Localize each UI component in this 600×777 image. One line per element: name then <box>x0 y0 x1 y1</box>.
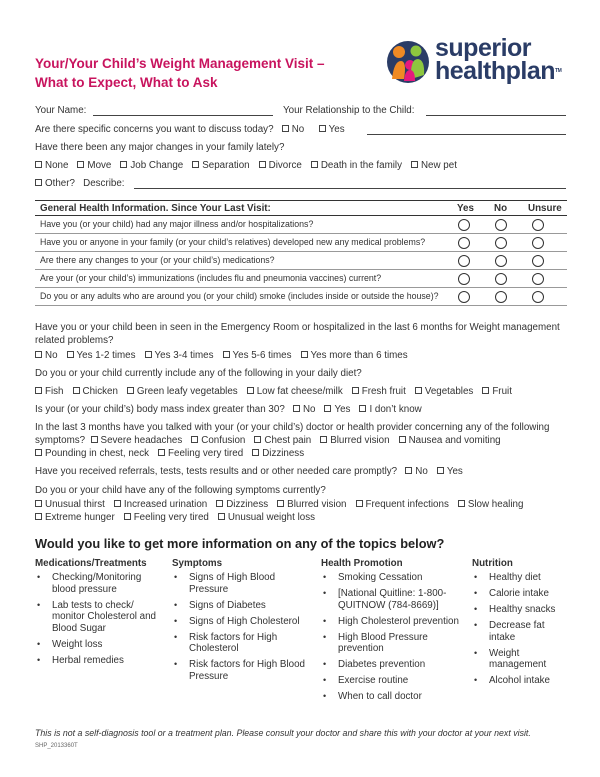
changes-options <box>35 160 466 172</box>
symptom-feeling-very-tired-checkbox[interactable] <box>124 513 131 520</box>
radio-no[interactable] <box>495 237 507 249</box>
topic-list-item: • [National Quitline: 1-800-QUITNOW (784-8669)] <box>321 588 466 611</box>
symptom-slow-healing-label: Slow healing <box>467 499 524 510</box>
radio-unsure[interactable] <box>532 237 544 249</box>
logo-text-healthplan: healthplan <box>435 57 556 85</box>
name-field[interactable] <box>93 115 273 116</box>
symptom-frequent-infections-label: Frequent infections <box>365 499 449 510</box>
topic-column-title: Nutrition <box>472 558 513 569</box>
topic-list-item: • Weight loss <box>35 639 167 651</box>
er-yes-3-4-times-checkbox[interactable] <box>145 351 152 358</box>
title-line-1: Your/Your Child’s Weight Management Visit – <box>35 56 325 71</box>
talk-question-prefix: symptoms? <box>35 435 86 446</box>
describe-label: Describe: <box>83 178 125 189</box>
general-health-question: Do you or any adults who are around you (or your child) smoke (includes inside or outside the house)? <box>40 291 439 301</box>
diet-fresh-fruit-label: Fresh fruit <box>361 386 406 397</box>
col-yes: Yes <box>457 203 474 214</box>
topic-column-symptoms <box>172 558 312 687</box>
talk-severe-headaches-label: Severe headaches <box>100 435 183 446</box>
talk-chest-pain-label: Chest pain <box>264 435 312 446</box>
topic-list-item: • Risk factors for High Blood Pressure <box>172 659 312 682</box>
name-label: Your Name: <box>35 105 87 116</box>
er-yes-more-than-6-times-label: Yes more than 6 times <box>310 350 408 361</box>
bmi-i-don-t-know-checkbox[interactable] <box>359 405 366 412</box>
topic-list <box>172 572 312 682</box>
change-separation-checkbox[interactable] <box>192 161 199 168</box>
general-health-row <box>35 288 567 306</box>
form-code: SHP_2013360T <box>35 743 78 749</box>
topic-column-title: Medications/Treatments <box>35 558 147 569</box>
symptom-extreme-hunger-label: Extreme hunger <box>45 512 115 523</box>
family-logo-icon <box>385 39 431 85</box>
symptom-increased-urination-checkbox[interactable] <box>114 500 121 507</box>
diet-fruit-checkbox[interactable] <box>482 387 489 394</box>
relationship-row <box>283 105 414 117</box>
topics-header: Would you like to get more information on any of the topics below? <box>35 536 445 551</box>
referral-question: Have you received referrals, tests, tests results and or other needed care promptly? <box>35 466 398 477</box>
er-options <box>35 350 417 362</box>
topic-list-item: • Risk factors for High Cholesterol <box>172 632 312 655</box>
change-job-change-checkbox[interactable] <box>120 161 127 168</box>
diet-fresh-fruit-checkbox[interactable] <box>352 387 359 394</box>
radio-unsure[interactable] <box>532 273 544 285</box>
describe-field[interactable] <box>134 188 566 189</box>
change-death-in-the-family-label: Death in the family <box>320 160 402 171</box>
bmi-question: Is your (or your child’s) body mass index greater than 30? <box>35 404 285 415</box>
topic-list-item: • Exercise routine <box>321 675 466 687</box>
radio-yes[interactable] <box>458 237 470 249</box>
radio-yes[interactable] <box>458 273 470 285</box>
referral-row <box>35 466 472 478</box>
logo-wordmark <box>435 34 562 85</box>
referral-no-label: No <box>415 466 428 477</box>
symptoms-question: Do you or your child have any of the following symptoms currently? <box>35 485 326 496</box>
radio-no[interactable] <box>495 273 507 285</box>
topic-list-item: • Signs of Diabetes <box>172 600 312 612</box>
relationship-field[interactable] <box>426 115 566 116</box>
change-new-pet-checkbox[interactable] <box>411 161 418 168</box>
diet-low-fat-cheese-milk-checkbox[interactable] <box>247 387 254 394</box>
concerns-yes-label: Yes <box>328 124 345 135</box>
change-none-label: None <box>45 160 69 171</box>
topic-column-medications-treatments <box>35 558 167 671</box>
diet-vegetables-checkbox[interactable] <box>415 387 422 394</box>
diet-chicken-checkbox[interactable] <box>73 387 80 394</box>
symptom-unusual-thirst-label: Unusual thirst <box>45 499 105 510</box>
symptom-increased-urination-label: Increased urination <box>123 499 208 510</box>
general-health-table <box>35 200 567 306</box>
radio-no[interactable] <box>495 255 507 267</box>
talk-confusion-label: Confusion <box>201 435 246 446</box>
topic-list-item: • Healthy snacks <box>472 604 562 616</box>
diet-question: Do you or your child currently include any of the following in your daily diet? <box>35 368 362 379</box>
topic-list-item: • When to call doctor <box>321 691 466 703</box>
bmi-options <box>293 404 431 415</box>
er-yes-3-4-times-label: Yes 3-4 times <box>154 350 214 361</box>
topic-column-health-promotion <box>321 558 466 707</box>
general-health-row <box>35 270 567 288</box>
talk-options-1 <box>91 435 510 446</box>
symptom-blurred-vision-checkbox[interactable] <box>277 500 284 507</box>
diet-options <box>35 386 521 398</box>
talk-row-1 <box>35 435 510 447</box>
topic-list-item: • Signs of High Cholesterol <box>172 616 312 628</box>
other-checkbox[interactable] <box>35 179 42 186</box>
topic-list-item: • Diabetes prevention <box>321 659 466 671</box>
diet-fruit-label: Fruit <box>492 386 512 397</box>
er-yes-more-than-6-times-checkbox[interactable] <box>301 351 308 358</box>
talk-blurred-vision-label: Blurred vision <box>330 435 390 446</box>
bmi-yes-label: Yes <box>334 404 351 415</box>
symptom-unusual-thirst-checkbox[interactable] <box>35 500 42 507</box>
referral-no-checkbox[interactable] <box>405 467 412 474</box>
other-label: Other? <box>45 178 75 189</box>
referral-yes-label: Yes <box>446 466 463 477</box>
er-yes-5-6-times-checkbox[interactable] <box>223 351 230 358</box>
referral-options <box>405 466 472 477</box>
concerns-no-label: No <box>291 124 305 135</box>
radio-yes[interactable] <box>458 255 470 267</box>
concerns-yes-checkbox[interactable] <box>319 125 326 132</box>
disclaimer: This is not a self-diagnosis tool or a treatment plan. Please consult your doctor and share this with your doctor at your next visit. <box>35 728 531 738</box>
general-health-row <box>35 216 567 234</box>
topic-column-title: Health Promotion <box>321 558 403 569</box>
talk-pounding-in-chest-neck-label: Pounding in chest, neck <box>45 448 150 459</box>
talk-feeling-very-tired-checkbox[interactable] <box>158 449 165 456</box>
logo-text-superior: superior <box>435 34 532 62</box>
logo-trademark: TM <box>555 68 562 74</box>
change-death-in-the-family-checkbox[interactable] <box>311 161 318 168</box>
superior-healthplan-logo <box>385 34 575 87</box>
topic-list-item: • Herbal remedies <box>35 655 167 667</box>
topic-list-item: • Signs of High Blood Pressure <box>172 572 312 595</box>
title-line-2: What to Expect, What to Ask <box>35 75 218 90</box>
diet-fish-checkbox[interactable] <box>35 387 42 394</box>
symptoms-options-2 <box>35 512 324 524</box>
topic-column-title: Symptoms <box>172 558 223 569</box>
referral-yes-checkbox[interactable] <box>437 467 444 474</box>
symptoms-options-1 <box>35 499 532 511</box>
bmi-row <box>35 404 431 416</box>
topic-list-item: • Weight management <box>472 648 562 671</box>
change-divorce-checkbox[interactable] <box>259 161 266 168</box>
topic-list-item: • Alcohol intake <box>472 675 562 687</box>
talk-blurred-vision-checkbox[interactable] <box>320 436 327 443</box>
concerns-question: Are there specific concerns you want to discuss today? <box>35 124 274 135</box>
topic-list-item: • Decrease fat intake <box>472 620 562 643</box>
change-separation-label: Separation <box>202 160 250 171</box>
talk-nausea-and-vomiting-checkbox[interactable] <box>399 436 406 443</box>
symptom-blurred-vision-label: Blurred vision <box>287 499 347 510</box>
topic-list-item: • High Blood Pressure prevention <box>321 632 466 655</box>
radio-no[interactable] <box>495 219 507 231</box>
changes-question: Have there been any major changes in your family lately? <box>35 142 285 153</box>
change-move-checkbox[interactable] <box>77 161 84 168</box>
bmi-no-checkbox[interactable] <box>293 405 300 412</box>
change-divorce-label: Divorce <box>268 160 302 171</box>
talk-dizziness-checkbox[interactable] <box>252 449 259 456</box>
talk-confusion-checkbox[interactable] <box>191 436 198 443</box>
concerns-no-checkbox[interactable] <box>282 125 289 132</box>
col-no: No <box>494 203 508 214</box>
er-question-line-1: Have you or your child been in seen in the Emergency Room or hospitalized in the last 6 months for Weight management <box>35 322 560 333</box>
er-question-line-2: related problems? <box>35 335 114 346</box>
er-no-checkbox[interactable] <box>35 351 42 358</box>
er-yes-5-6-times-label: Yes 5-6 times <box>232 350 292 361</box>
er-no-label: No <box>45 350 58 361</box>
symptom-feeling-very-tired-label: Feeling very tired <box>133 512 209 523</box>
topic-column-nutrition <box>472 558 562 691</box>
talk-nausea-and-vomiting-label: Nausea and vomiting <box>408 435 501 446</box>
bmi-no-label: No <box>302 404 316 415</box>
talk-feeling-very-tired-label: Feeling very tired <box>168 448 244 459</box>
radio-unsure[interactable] <box>532 255 544 267</box>
symptom-frequent-infections-checkbox[interactable] <box>356 500 363 507</box>
symptom-unusual-weight-loss-checkbox[interactable] <box>218 513 225 520</box>
general-health-header <box>35 200 567 216</box>
general-health-question: Are your (or your child’s) immunizations (includes flu and pneumonia vaccines) current? <box>40 273 382 283</box>
topic-list-item: • Lab tests to check/ monitor Cholesterol and Blood Sugar <box>35 600 167 635</box>
col-unsure: Unsure <box>528 203 562 214</box>
symptom-unusual-weight-loss-label: Unusual weight loss <box>227 512 315 523</box>
symptom-dizziness-label: Dizziness <box>226 499 269 510</box>
symptom-extreme-hunger-checkbox[interactable] <box>35 513 42 520</box>
general-health-row <box>35 252 567 270</box>
symptom-slow-healing-checkbox[interactable] <box>458 500 465 507</box>
radio-unsure[interactable] <box>532 219 544 231</box>
concerns-row <box>35 124 345 136</box>
talk-chest-pain-checkbox[interactable] <box>254 436 261 443</box>
concerns-field[interactable] <box>367 134 566 135</box>
topic-list <box>472 572 562 687</box>
general-health-question: Have you (or your child) had any major illness and/or hospitalizations? <box>40 219 314 229</box>
bmi-i-don-t-know-label: I don’t know <box>369 404 422 415</box>
general-health-row <box>35 234 567 252</box>
er-yes-1-2-times-checkbox[interactable] <box>67 351 74 358</box>
radio-no[interactable] <box>495 291 507 303</box>
talk-dizziness-label: Dizziness <box>262 448 305 459</box>
talk-pounding-in-chest-neck-checkbox[interactable] <box>35 449 42 456</box>
general-health-question: Are there any changes to your (or your child’s) medications? <box>40 255 275 265</box>
diet-green-leafy-vegetables-label: Green leafy vegetables <box>136 386 238 397</box>
diet-chicken-label: Chicken <box>82 386 118 397</box>
general-health-question: Have you or anyone in your family (or your child’s relatives) developed new any medical problems? <box>40 237 426 247</box>
bmi-yes-checkbox[interactable] <box>324 405 331 412</box>
diet-vegetables-label: Vegetables <box>424 386 474 397</box>
change-new-pet-label: New pet <box>420 160 457 171</box>
radio-unsure[interactable] <box>532 291 544 303</box>
general-health-rows <box>35 216 567 306</box>
topic-list <box>321 572 466 703</box>
name-row <box>35 105 86 117</box>
er-yes-1-2-times-label: Yes 1-2 times <box>76 350 136 361</box>
radio-yes[interactable] <box>458 219 470 231</box>
topic-list-item: • Healthy diet <box>472 572 562 584</box>
topic-list-item: • Calorie intake <box>472 588 562 600</box>
talk-severe-headaches-checkbox[interactable] <box>91 436 98 443</box>
diet-green-leafy-vegetables-checkbox[interactable] <box>127 387 134 394</box>
change-move-label: Move <box>87 160 112 171</box>
change-none-checkbox[interactable] <box>35 161 42 168</box>
relationship-label: Your Relationship to the Child: <box>283 105 415 116</box>
diet-fish-label: Fish <box>45 386 64 397</box>
page-title <box>35 54 365 92</box>
topic-list-item: • Checking/Monitoring blood pressure <box>35 572 167 595</box>
diet-low-fat-cheese-milk-label: Low fat cheese/milk <box>256 386 343 397</box>
radio-yes[interactable] <box>458 291 470 303</box>
general-health-title: General Health Information. Since Your Last Visit: <box>40 203 271 214</box>
symptom-dizziness-checkbox[interactable] <box>216 500 223 507</box>
change-job-change-label: Job Change <box>130 160 184 171</box>
topic-list <box>35 572 167 666</box>
topic-list-item: • High Cholesterol prevention <box>321 616 466 628</box>
talk-options-2 <box>35 448 313 460</box>
topic-list-item: • Smoking Cessation <box>321 572 466 584</box>
other-row <box>35 178 125 190</box>
talk-question-line-1: In the last 3 months have you talked with your (or your child’s) doctor or health provider concerning any of the following <box>35 422 550 433</box>
